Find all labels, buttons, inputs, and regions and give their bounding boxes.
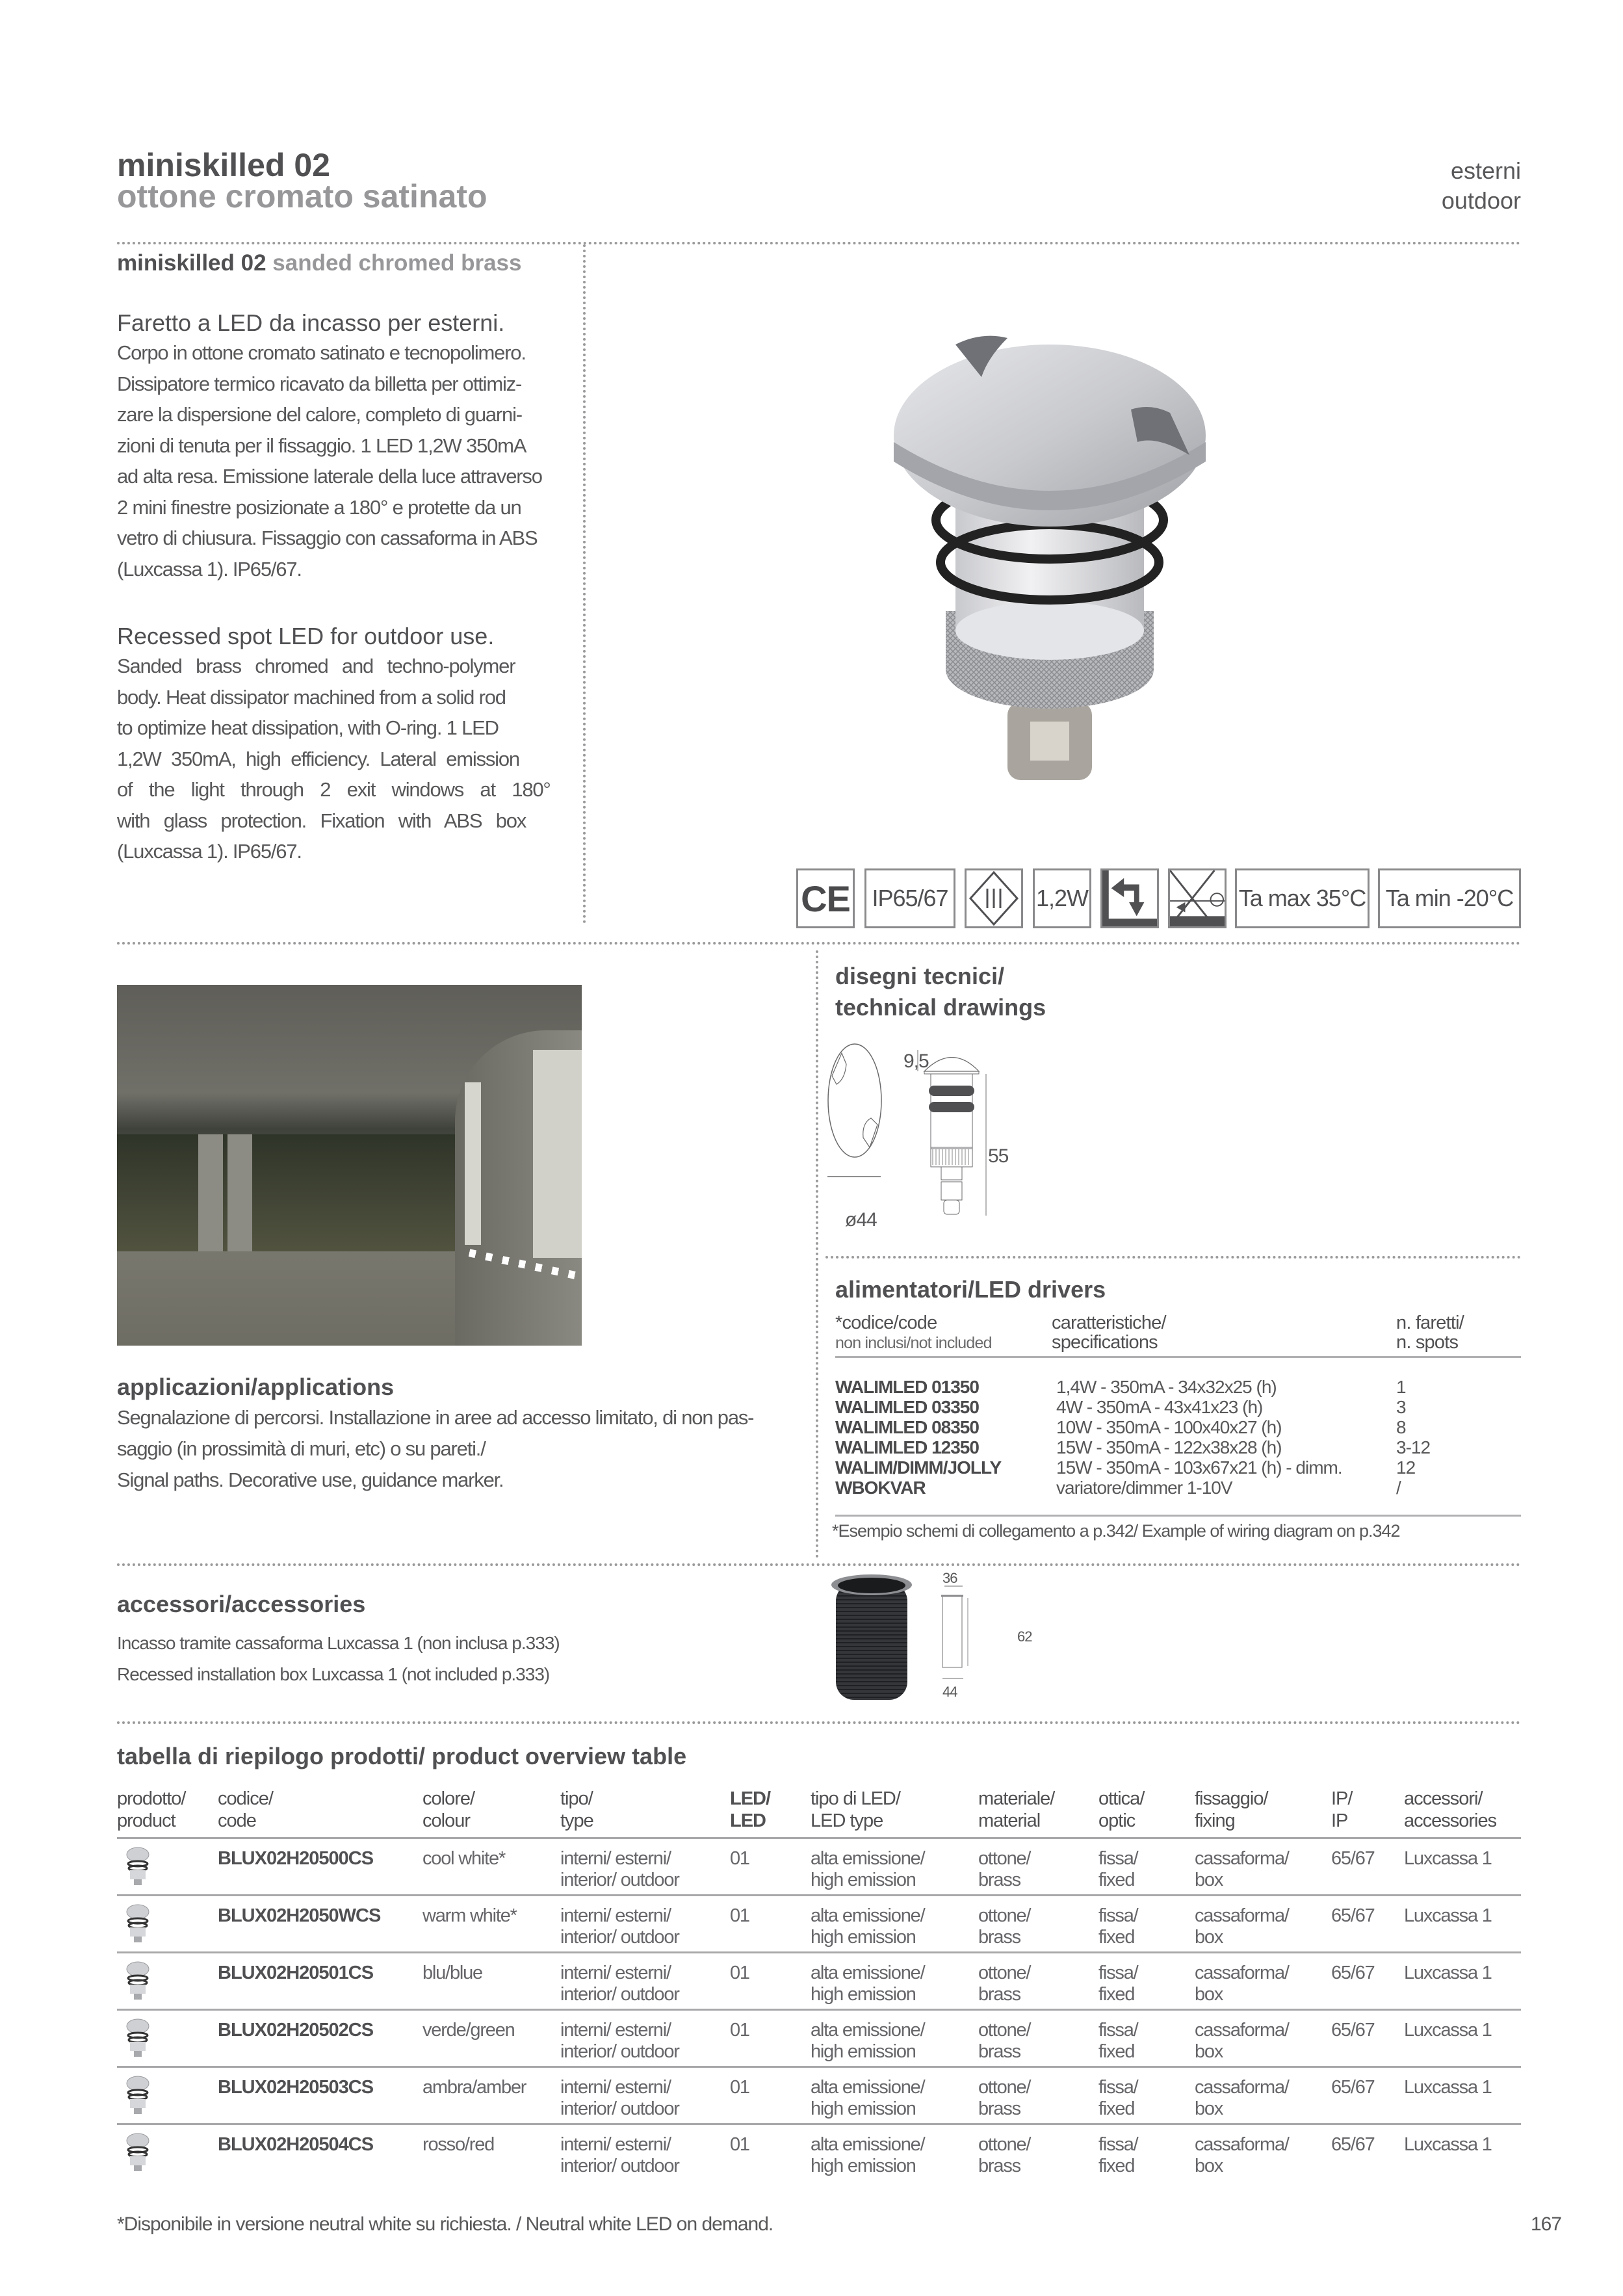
product-optic-en: fixed — [1098, 2156, 1135, 2176]
subtitle-model: miniskilled 02 — [117, 250, 266, 276]
col-header-label: tipo/ — [560, 1788, 593, 1809]
recessed-arrow-icon — [1102, 870, 1157, 927]
photo-windows — [117, 1134, 455, 1251]
product-material-it: ottone/ — [978, 1963, 1031, 1983]
product-material-en: brass — [978, 1870, 1020, 1890]
description-it-line: (Luxcassa 1). IP65/67. — [117, 557, 302, 581]
product-material-en: brass — [978, 2098, 1020, 2119]
drivers-row — [835, 1457, 1521, 1478]
product-ip: 65/67 — [1331, 2134, 1375, 2155]
drivers-col-spots-label-it: n. faretti/ — [1396, 1312, 1464, 1333]
product-type — [560, 1848, 679, 1891]
product-material-it: ottone/ — [978, 2077, 1031, 2098]
drivers-header-rule — [835, 1356, 1521, 1358]
col-header-label: materiale/ — [978, 1788, 1055, 1809]
product-led-count: 01 — [730, 1905, 749, 1926]
product-ip: 65/67 — [1331, 2020, 1375, 2041]
drivers-col-code-header — [835, 1313, 992, 1353]
product-code: BLUX02H20500CS — [218, 1848, 374, 1869]
product-fixing-it: cassaforma/ — [1195, 2020, 1289, 2041]
recessed-installation-icon — [1100, 868, 1159, 928]
product-type-en: interior/ outdoor — [560, 1984, 679, 2005]
product-type-en: interior/ outdoor — [560, 2098, 679, 2119]
product-code: BLUX02H20501CS — [218, 1963, 374, 1983]
accessory-dim-top-label: 36 — [942, 1570, 957, 1586]
product-led-type-it: alta emissione/ — [811, 2077, 925, 2098]
ta-min-badge: Ta min -20°C — [1378, 868, 1521, 928]
col-header-type — [560, 1788, 593, 1832]
product-fixing-en: box — [1195, 1870, 1223, 1890]
product-colour: rosso/red — [422, 2134, 495, 2155]
product-optic — [1098, 1905, 1138, 1948]
drivers-row — [835, 1377, 1521, 1397]
product-thumbnail-icon — [125, 1903, 151, 1944]
description-en-line: Sanded brass chromed and techno-polymer — [117, 655, 515, 677]
product-optic-it: fissa/ — [1098, 1963, 1138, 1983]
product-ip: 65/67 — [1331, 2077, 1375, 2098]
product-material-it: ottone/ — [978, 1848, 1031, 1869]
footer-note: *Disponibile in versione neutral white su richiesta. / Neutral white LED on demand. — [117, 2213, 773, 2235]
table-row — [117, 2123, 1521, 2180]
product-accessory: Luxcassa 1 — [1404, 2134, 1492, 2155]
product-led-type-en: high emission — [811, 2041, 916, 2062]
description-it-line: zioni di tenuta per il fissaggio. 1 LED 1,2W 350mA — [117, 434, 526, 457]
col-header-label: tipo di LED/ — [811, 1788, 900, 1809]
col-header-label: colore/ — [422, 1788, 475, 1809]
dimension-diameter-label: ø44 — [845, 1209, 877, 1231]
accessories-text-en: Recessed installation box Luxcassa 1 (not included p.333) — [117, 1664, 550, 1684]
product-fixing-en: box — [1195, 2156, 1223, 2176]
product-ip: 65/67 — [1331, 1848, 1375, 1869]
drivers-col-spec-header — [1052, 1313, 1166, 1352]
col-header-label: LED — [730, 1810, 766, 1831]
product-fixing-it: cassaforma/ — [1195, 2134, 1289, 2155]
col-header-label: IP/ — [1331, 1788, 1353, 1809]
table-row — [117, 1894, 1521, 1951]
page-number: 167 — [1531, 2213, 1562, 2235]
photo-wall-window — [533, 1050, 582, 1258]
product-optic — [1098, 1848, 1138, 1891]
product-colour: blu/blue — [422, 1963, 482, 1983]
driver-spec: variatore/dimmer 1-10V — [1056, 1478, 1232, 1498]
driver-spec: 4W - 350mA - 43x41x23 (h) — [1056, 1397, 1263, 1417]
col-header-label: accessori/ — [1404, 1788, 1483, 1809]
product-led-type-it: alta emissione/ — [811, 1963, 925, 1983]
col-header-code — [218, 1788, 273, 1832]
product-material — [978, 2134, 1030, 2177]
drivers-footer-rule — [835, 1515, 1521, 1517]
product-fixing-it: cassaforma/ — [1195, 1848, 1289, 1869]
description-en-line: to optimize heat dissipation, with O-ring. 1 LED — [117, 716, 499, 739]
col-header-label: ottica/ — [1098, 1788, 1145, 1809]
col-header-label: material — [978, 1810, 1041, 1831]
product-type-it: interni/ esterni/ — [560, 2077, 671, 2098]
product-optic-en: fixed — [1098, 1984, 1135, 2005]
product-optic-en: fixed — [1098, 1927, 1135, 1948]
driver-code: WALIMLED 03350 — [835, 1397, 979, 1417]
product-material — [978, 1905, 1030, 1948]
col-header-label: fixing — [1195, 1810, 1235, 1831]
col-header-label: LED/ — [730, 1788, 771, 1809]
product-type-en: interior/ outdoor — [560, 1870, 679, 1890]
description-it-heading: Faretto a LED da incasso per esterni. — [117, 309, 505, 336]
driver-code: WALIM/DIMM/JOLLY — [835, 1457, 1002, 1478]
drivers-row — [835, 1397, 1521, 1417]
product-material-en: brass — [978, 1984, 1020, 2005]
col-header-optic — [1098, 1788, 1144, 1832]
product-led-count: 01 — [730, 2134, 749, 2155]
product-optic-it: fissa/ — [1098, 2134, 1138, 2155]
product-thumbnail-icon — [125, 2132, 151, 2173]
accessory-dim-height-label: 62 — [1017, 1628, 1032, 1645]
ta-max-badge: Ta max 35°C — [1235, 868, 1370, 928]
column-divider — [816, 950, 818, 1558]
product-optic-en: fixed — [1098, 1870, 1135, 1890]
application-photo — [117, 985, 582, 1346]
table-row — [117, 1837, 1521, 1894]
product-fixing-it: cassaforma/ — [1195, 1963, 1289, 1983]
product-optic-it: fissa/ — [1098, 2020, 1138, 2041]
product-type-it: interni/ esterni/ — [560, 2134, 671, 2155]
product-optic-it: fissa/ — [1098, 1848, 1138, 1869]
product-type-it: interni/ esterni/ — [560, 2020, 671, 2041]
product-optic-it: fissa/ — [1098, 2077, 1138, 2098]
driver-code: WALIMLED 01350 — [835, 1377, 979, 1397]
divider — [117, 242, 1521, 244]
product-led-type — [811, 1963, 924, 2005]
driver-spots: / — [1396, 1478, 1401, 1498]
col-header-material — [978, 1788, 1054, 1832]
product-type — [560, 1963, 679, 2005]
technical-drawing — [825, 1040, 1215, 1255]
product-thumbnail-icon — [125, 2074, 151, 2116]
product-ip: 65/67 — [1331, 1905, 1375, 1926]
divider — [117, 1563, 1521, 1566]
ce-mark-icon: CE — [796, 868, 855, 928]
accessory-dim-bottom-label: 44 — [942, 1684, 957, 1700]
driver-spots: 1 — [1396, 1377, 1406, 1397]
product-type-it: interni/ esterni/ — [560, 1963, 671, 1983]
product-colour: ambra/amber — [422, 2077, 526, 2098]
product-material-it: ottone/ — [978, 2020, 1031, 2041]
product-code: BLUX02H2050WCS — [218, 1905, 381, 1926]
product-thumbnail-icon — [125, 1960, 151, 2002]
product-type-en: interior/ outdoor — [560, 2041, 679, 2062]
drawings-heading-en: technical drawings — [835, 994, 1046, 1021]
description-it-line: Dissipatore termico ricavato da billetta per ottimiz- — [117, 372, 522, 395]
driver-code: WALIMLED 12350 — [835, 1437, 979, 1457]
overview-table-heading: tabella di riepilogo prodotti/ product overview table — [117, 1743, 687, 1769]
product-led-type — [811, 2134, 924, 2177]
driver-code: WBOKVAR — [835, 1478, 926, 1498]
product-type — [560, 1905, 679, 1948]
product-led-type — [811, 2077, 924, 2120]
product-optic — [1098, 2020, 1138, 2063]
product-fixing — [1195, 2077, 1289, 2120]
product-led-type-it: alta emissione/ — [811, 1905, 925, 1926]
description-en-line: with glass protection. Fixation with ABS box — [117, 809, 526, 832]
col-header-product — [117, 1788, 185, 1832]
product-thumbnail-icon — [125, 1846, 151, 1887]
product-type-it: interni/ esterni/ — [560, 1905, 671, 1926]
product-optic — [1098, 2134, 1138, 2177]
category-it: esterni — [1450, 157, 1521, 184]
class-iii-icon — [965, 868, 1023, 928]
product-type — [560, 2134, 679, 2177]
product-type — [560, 2077, 679, 2120]
col-header-label: prodotto/ — [117, 1788, 186, 1809]
driver-code: WALIMLED 08350 — [835, 1417, 979, 1437]
product-fixing — [1195, 1905, 1289, 1948]
class-iii-diamond-icon — [968, 870, 1020, 926]
col-header-label: code — [218, 1810, 256, 1831]
description-it — [117, 309, 565, 584]
accessories-heading: accessori/accessories — [117, 1591, 366, 1617]
subtitle-finish: sanded chromed brass — [272, 250, 522, 276]
product-material — [978, 2020, 1030, 2063]
col-header-label: optic — [1098, 1810, 1136, 1831]
applications-text-line: saggio (in prossimità di muri, etc) o su pareti./ — [117, 1437, 486, 1460]
applications-text-line: Signal paths. Decorative use, guidance marker. — [117, 1468, 504, 1491]
col-header-label: fissaggio/ — [1195, 1788, 1268, 1809]
product-type — [560, 2020, 679, 2063]
divider — [117, 942, 1521, 945]
description-en-line: 1,2W 350mA, high efficiency. Lateral emission — [117, 747, 519, 770]
product-colour: verde/green — [422, 2020, 515, 2041]
product-led-count: 01 — [730, 2020, 749, 2041]
drivers-col-spec-label-it: caratteristiche/ — [1052, 1312, 1166, 1333]
description-en-heading: Recessed spot LED for outdoor use. — [117, 623, 495, 649]
product-fixing-en: box — [1195, 1927, 1223, 1948]
dimension-top-label: 9,5 — [903, 1050, 929, 1072]
driver-spots: 3-12 — [1396, 1437, 1431, 1457]
product-led-type — [811, 1905, 924, 1948]
description-en — [117, 622, 565, 867]
driver-spec: 1,4W - 350mA - 34x32x25 (h) — [1056, 1377, 1277, 1397]
table-row — [117, 2066, 1521, 2123]
product-material-it: ottone/ — [978, 1905, 1031, 1926]
drivers-row — [835, 1417, 1521, 1437]
accessories-text-it: Incasso tramite cassaforma Luxcassa 1 (non inclusa p.333) — [117, 1633, 560, 1653]
product-led-type-en: high emission — [811, 2098, 916, 2119]
product-ip: 65/67 — [1331, 1963, 1375, 1983]
product-material-it: ottone/ — [978, 2134, 1031, 2155]
product-colour: warm white* — [422, 1905, 517, 1926]
drivers-col-code-label: *codice/code — [835, 1312, 937, 1333]
table-row — [117, 1951, 1521, 2009]
product-photo — [877, 306, 1228, 800]
product-optic-it: fissa/ — [1098, 1905, 1138, 1926]
product-material — [978, 1963, 1030, 2005]
product-accessory: Luxcassa 1 — [1404, 2020, 1492, 2041]
subtitle — [117, 250, 522, 276]
product-led-count: 01 — [730, 1963, 749, 1983]
product-material-en: brass — [978, 2156, 1020, 2176]
product-type-en: interior/ outdoor — [560, 2156, 679, 2176]
product-led-count: 01 — [730, 2077, 749, 2098]
dimension-height-label: 55 — [988, 1145, 1009, 1167]
product-title: miniskilled 02 — [117, 147, 330, 183]
product-fixing-en: box — [1195, 1984, 1223, 2005]
product-material — [978, 2077, 1030, 2120]
col-header-led-type — [811, 1788, 900, 1832]
driver-spec: 10W - 350mA - 100x40x27 (h) — [1056, 1417, 1282, 1437]
product-fixing — [1195, 1848, 1289, 1891]
no-insulation-cover-icon — [1168, 868, 1227, 928]
product-led-type — [811, 2020, 924, 2063]
product-accessory: Luxcassa 1 — [1404, 1905, 1492, 1926]
col-header-label: accessories — [1404, 1810, 1497, 1831]
photo-column — [198, 1134, 223, 1251]
col-header-label: type — [560, 1810, 593, 1831]
product-material-en: brass — [978, 1927, 1020, 1948]
product-type-en: interior/ outdoor — [560, 1927, 679, 1948]
wiring-diagram-note: *Esempio schemi di collegamento a p.342/ Example of wiring diagram on p.342 — [832, 1521, 1400, 1541]
product-led-type-it: alta emissione/ — [811, 2020, 925, 2041]
no-cover-icon — [1170, 870, 1225, 927]
drivers-heading: alimentatori/LED drivers — [835, 1276, 1106, 1303]
category-en: outdoor — [1441, 187, 1521, 214]
product-fixing-it: cassaforma/ — [1195, 2077, 1289, 2098]
description-en-line: (Luxcassa 1). IP65/67. — [117, 840, 302, 863]
ip-rating-badge: IP65/67 — [864, 868, 955, 928]
product-optic-en: fixed — [1098, 2041, 1135, 2062]
photo-column — [227, 1134, 252, 1251]
product-fixing-en: box — [1195, 2098, 1223, 2119]
driver-spec: 15W - 350mA - 122x38x28 (h) — [1056, 1437, 1282, 1457]
drivers-col-code-note: non inclusi/not included — [835, 1334, 992, 1352]
drivers-col-spots-header — [1396, 1313, 1464, 1352]
luxcassa-box-image — [825, 1573, 1098, 1710]
product-accessory: Luxcassa 1 — [1404, 1848, 1492, 1869]
product-led-count: 01 — [730, 1848, 749, 1869]
product-fixing — [1195, 2134, 1289, 2177]
col-header-led — [730, 1788, 770, 1832]
product-code: BLUX02H20502CS — [218, 2020, 374, 2041]
applications-heading: applicazioni/applications — [117, 1374, 395, 1400]
driver-spots: 12 — [1396, 1457, 1416, 1478]
col-header-fixing — [1195, 1788, 1268, 1832]
description-it-line: ad alta resa. Emissione laterale della luce attraverso — [117, 465, 542, 488]
description-it-line: 2 mini finestre posizionate a 180° e protette da un — [117, 495, 521, 519]
power-badge: 1,2W — [1033, 868, 1091, 928]
photo-wall-window — [465, 1082, 481, 1245]
technical-drawing-svg — [825, 1040, 1215, 1255]
product-led-type-en: high emission — [811, 2156, 916, 2176]
product-led-type-en: high emission — [811, 1984, 916, 2005]
col-header-accessories — [1404, 1788, 1496, 1832]
product-led-type — [811, 1848, 924, 1891]
product-optic — [1098, 1963, 1138, 2005]
product-code: BLUX02H20503CS — [218, 2077, 374, 2098]
drivers-row — [835, 1437, 1521, 1457]
product-led-type-it: alta emissione/ — [811, 1848, 925, 1869]
divider — [825, 1256, 1521, 1259]
product-accessory: Luxcassa 1 — [1404, 1963, 1492, 1983]
col-header-label: IP — [1331, 1810, 1348, 1831]
product-fixing-it: cassaforma/ — [1195, 1905, 1289, 1926]
product-material-en: brass — [978, 2041, 1020, 2062]
product-fixing — [1195, 1963, 1289, 2005]
description-en-line: of the light through 2 exit windows at 180° — [117, 778, 551, 801]
recessed-spot-light-image — [877, 306, 1228, 800]
drivers-table — [835, 1313, 1521, 1508]
product-material — [978, 1848, 1030, 1891]
product-fixing — [1195, 2020, 1289, 2063]
description-en-line: body. Heat dissipator machined from a solid rod — [117, 685, 506, 709]
description-it-line: vetro di chiusura. Fissaggio con cassaforma in ABS — [117, 527, 538, 549]
product-code: BLUX02H20504CS — [218, 2134, 374, 2155]
product-led-type-en: high emission — [811, 1870, 916, 1890]
product-thumbnail-icon — [125, 2017, 151, 2059]
applications-text-line: Segnalazione di percorsi. Installazione in aree ad accesso limitato, di non pas- — [117, 1406, 754, 1429]
product-type-it: interni/ esterni/ — [560, 1848, 671, 1869]
driver-spec: 15W - 350mA - 103x67x21 (h) - dimm. — [1056, 1457, 1342, 1478]
description-it-line: zare la dispersione del calore, completo di guarni- — [117, 403, 522, 426]
product-fixing-en: box — [1195, 2041, 1223, 2062]
driver-spots: 8 — [1396, 1417, 1406, 1437]
product-optic-en: fixed — [1098, 2098, 1135, 2119]
col-header-ip — [1331, 1788, 1352, 1832]
divider — [117, 1721, 1521, 1724]
col-header-label: codice/ — [218, 1788, 273, 1809]
luxcassa-cylinder-icon — [825, 1573, 1098, 1710]
product-optic — [1098, 2077, 1138, 2120]
drawings-heading-it: disegni tecnici/ — [835, 963, 1005, 989]
description-it-line: Corpo in ottone cromato satinato e tecnopolimero. — [117, 341, 526, 364]
column-divider — [583, 244, 586, 924]
drivers-col-spec-label-en: specifications — [1052, 1332, 1158, 1353]
drivers-col-spots-label-en: n. spots — [1396, 1332, 1459, 1353]
driver-spots: 3 — [1396, 1397, 1406, 1417]
col-header-label: LED type — [811, 1810, 883, 1831]
product-led-type-en: high emission — [811, 1927, 916, 1948]
col-header-label: product — [117, 1810, 175, 1831]
col-header-label: colour — [422, 1810, 470, 1831]
product-finish-title: ottone cromato satinato — [117, 178, 487, 215]
col-header-colour — [422, 1788, 474, 1832]
product-accessory: Luxcassa 1 — [1404, 2077, 1492, 2098]
product-colour: cool white* — [422, 1848, 506, 1869]
drivers-row — [835, 1478, 1521, 1498]
product-led-type-it: alta emissione/ — [811, 2134, 925, 2155]
table-row — [117, 2009, 1521, 2066]
